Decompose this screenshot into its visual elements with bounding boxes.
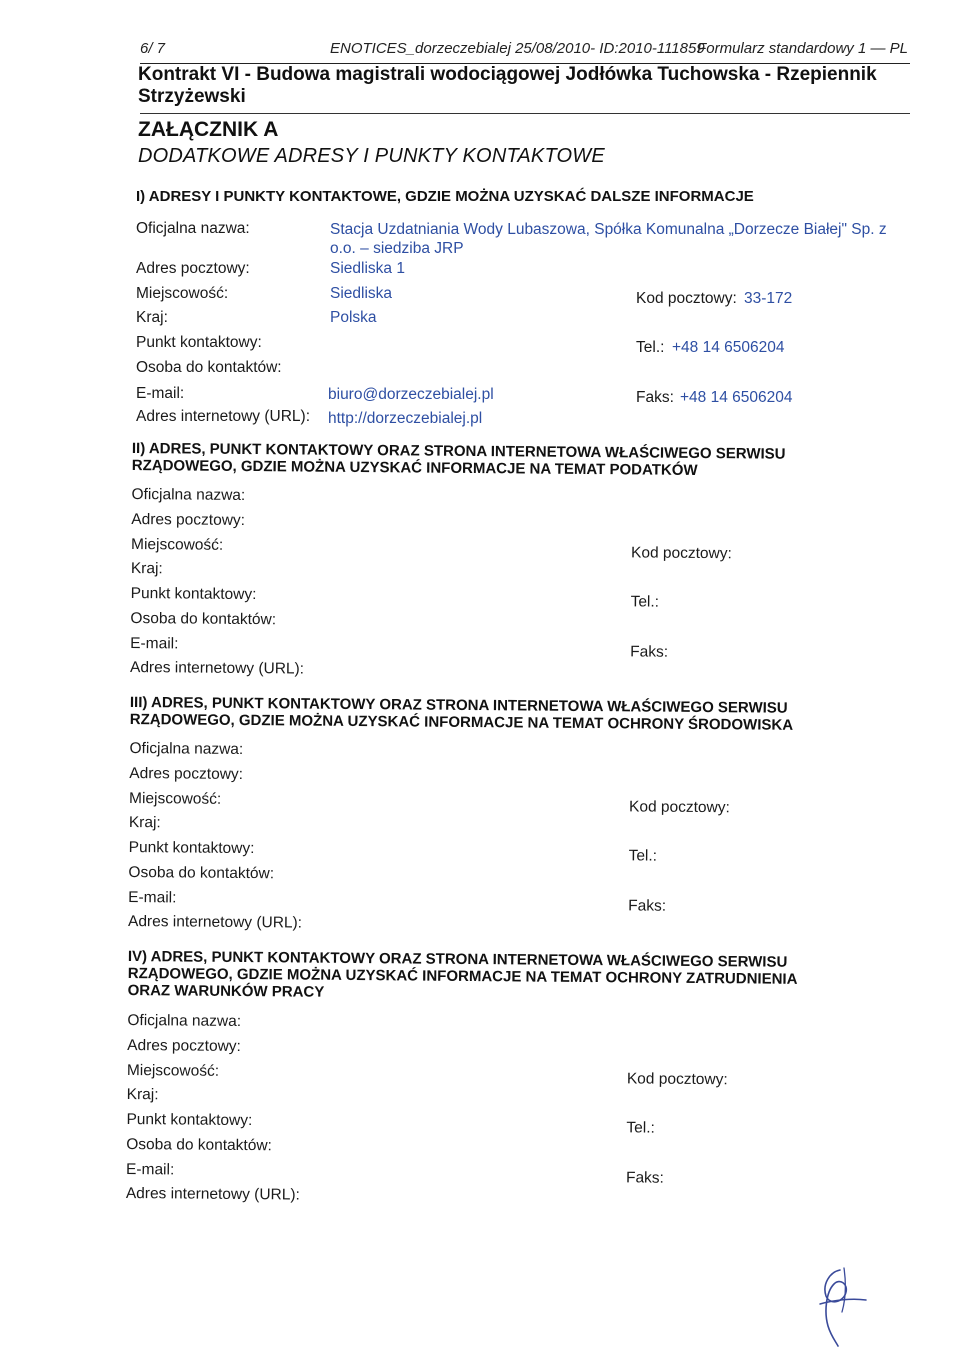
contract-title: Kontrakt VI - Budowa magistrali wodociągowej Jodłówka Tuchowska - Rzepiennik Strzyżewski xyxy=(138,64,877,107)
label-email: E-mail: xyxy=(130,634,179,653)
label-fax: Faks: xyxy=(630,643,669,661)
label-town: Miejscowość: xyxy=(136,285,229,302)
label-contact-person: Osoba do kontaktów: xyxy=(130,609,277,629)
label-postal-code: Kod pocztowy: xyxy=(626,1070,728,1089)
label-official-name: Oficjalna nazwa: xyxy=(136,220,250,237)
label-postal-address: Adres pocztowy: xyxy=(129,764,244,783)
section-3 xyxy=(128,694,890,941)
value-postal-code: 33-172 xyxy=(744,290,793,307)
label-tel: Tel.: xyxy=(626,1119,655,1137)
label-url: Adres internetowy (URL): xyxy=(127,912,303,932)
handwritten-initial-mark xyxy=(800,1262,880,1352)
page-number: 6/ 7 xyxy=(140,40,166,57)
label-contact-point: Punkt kontaktowy: xyxy=(136,334,262,351)
value-email: biuro@dorzeczebialej.pl xyxy=(328,386,494,403)
label-country: Kraj: xyxy=(128,813,161,832)
label-town: Miejscowość: xyxy=(129,789,222,808)
section-title: I) ADRESY I PUNKTY KONTAKTOWE, GDZIE MOŻNA UZYSKAĆ DALSZE INFORMACJE xyxy=(136,188,754,205)
value-country: Polska xyxy=(330,309,377,326)
section-title: II) ADRES, PUNKT KONTAKTOWY ORAZ STRONA INTERNETOWA WŁAŚCIWEGO SERWISU RZĄDOWEGO, GDZIE MOŻNA UZYSKAĆ INFORMACJE NA TEMAT PODATKÓW xyxy=(131,440,786,479)
label-town: Miejscowość: xyxy=(131,535,224,554)
value-fax: +48 14 6506204 xyxy=(680,389,793,406)
section-1 xyxy=(136,188,896,428)
label-official-name: Oficjalna nazwa: xyxy=(129,739,244,758)
label-contact-person: Osoba do kontaktów: xyxy=(136,359,282,376)
notice-id: ENOTICES_dorzeczebialej 25/08/2010- ID:2010-111859 xyxy=(330,40,705,57)
label-fax: Faks: xyxy=(625,1169,664,1187)
label-url: Adres internetowy (URL): xyxy=(125,1184,300,1204)
label-tel: Tel.: xyxy=(636,339,665,356)
label-country: Kraj: xyxy=(136,309,168,326)
label-fax: Faks: xyxy=(636,389,674,406)
label-url: Adres internetowy (URL): xyxy=(136,408,311,425)
label-postal-code: Kod pocztowy: xyxy=(628,798,730,817)
label-email: E-mail: xyxy=(128,888,177,907)
label-contact-person: Osoba do kontaktów: xyxy=(126,1135,272,1155)
label-town: Miejscowość: xyxy=(126,1061,220,1080)
value-tel: +48 14 6506204 xyxy=(672,339,785,356)
label-email: E-mail: xyxy=(125,1160,175,1179)
label-country: Kraj: xyxy=(126,1085,159,1104)
label-official-name: Oficjalna nazwa: xyxy=(127,1011,242,1030)
value-postal-address: Siedliska 1 xyxy=(330,260,405,277)
annex-subtitle: DODATKOWE ADRESY I PUNKTY KONTAKTOWE xyxy=(138,145,605,167)
page-header-line xyxy=(140,38,908,60)
label-postal-address: Adres pocztowy: xyxy=(131,510,246,529)
label-contact-person: Osoba do kontaktów: xyxy=(128,863,275,883)
label-official-name: Oficjalna nazwa: xyxy=(131,485,246,504)
title-rule xyxy=(140,113,910,114)
label-url: Adres internetowy (URL): xyxy=(129,658,305,678)
label-email: E-mail: xyxy=(136,385,185,402)
section-title: III) ADRES, PUNKT KONTAKTOWY ORAZ STRONA INTERNETOWA WŁAŚCIWEGO SERWISU RZĄDOWEGO, GDZIE MOŻNA UZYSKAĆ INFORMACJE NA TEMAT OCHRONY ŚRODOWISKA xyxy=(129,694,794,734)
label-postal-code: Kod pocztowy: xyxy=(636,290,737,307)
form-name: Formularz standardowy 1 — PL xyxy=(697,40,908,57)
label-contact-point: Punkt kontaktowy: xyxy=(126,1110,253,1130)
label-postal-code: Kod pocztowy: xyxy=(630,544,732,563)
label-postal-address: Adres pocztowy: xyxy=(127,1036,241,1055)
section-title: IV) ADRES, PUNKT KONTAKTOWY ORAZ STRONA INTERNETOWA WŁAŚCIWEGO SERWISU RZĄDOWEGO, GDZIE MOŻNA UZYSKAĆ INFORMACJE NA TEMAT OCHRONY ZATRUDNIENIA ORAZ WARUNKÓW PRACY xyxy=(127,948,797,1001)
annex-title: ZAŁĄCZNIK A xyxy=(138,118,279,141)
section-2 xyxy=(130,440,892,687)
label-contact-point: Punkt kontaktowy: xyxy=(130,584,257,604)
label-contact-point: Punkt kontaktowy: xyxy=(128,838,255,858)
label-tel: Tel.: xyxy=(630,593,660,611)
label-country: Kraj: xyxy=(130,559,163,578)
section-4 xyxy=(125,948,888,1204)
value-official-name: Stacja Uzdatniania Wody Lubaszowa, Spółka Komunalna „Dorzecze Białej" Sp. z o.o. – siedziba JRP xyxy=(330,221,887,257)
value-town: Siedliska xyxy=(330,285,393,302)
label-postal-address: Adres pocztowy: xyxy=(136,260,250,277)
value-url: http://dorzeczebialej.pl xyxy=(328,410,483,427)
label-tel: Tel.: xyxy=(628,847,658,865)
label-fax: Faks: xyxy=(628,897,667,915)
